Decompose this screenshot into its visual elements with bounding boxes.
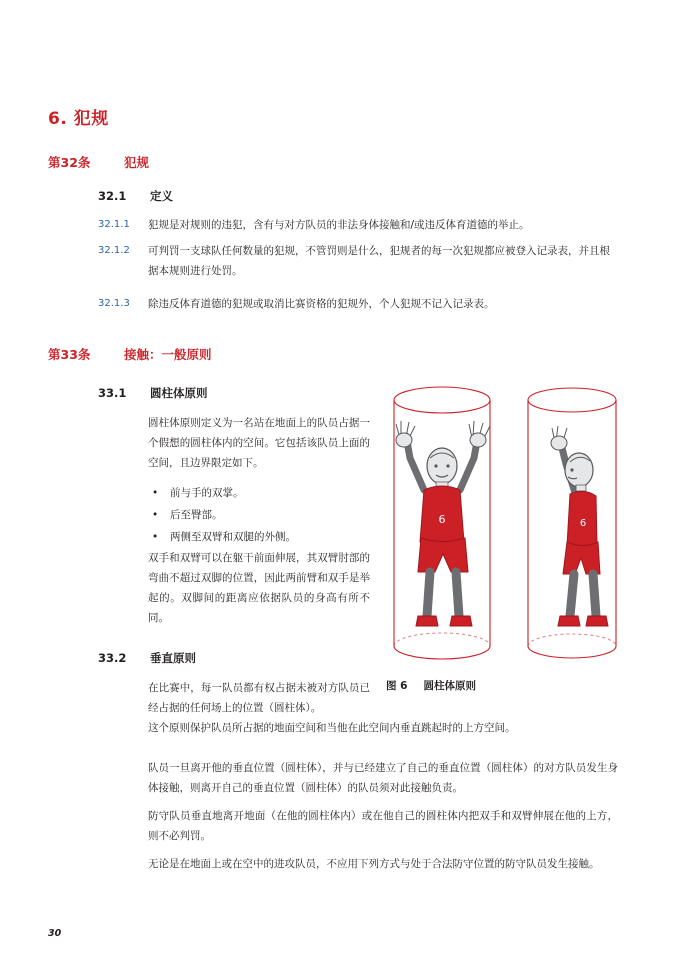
clause-number: 32.1.3 <box>98 298 130 309</box>
bullet-list-cylinder-bounds <box>148 482 370 548</box>
section-number: 33.2 <box>98 651 127 665</box>
clause-number: 32.1.1 <box>98 219 130 230</box>
clause-32-1-3 <box>98 294 618 314</box>
section-title: 定义 <box>150 189 173 203</box>
article-title: 犯规 <box>124 155 150 170</box>
paragraph-33-2-a: 在比赛中，每一队员都有权占据未被对方队员已经占据的任何场上的位置（圆柱体）。 <box>148 682 370 714</box>
section-title: 圆柱体原则 <box>150 386 208 400</box>
article-number: 第33条 <box>48 347 91 362</box>
clause-32-1-1 <box>98 215 618 235</box>
section-heading-33-1 <box>98 385 208 401</box>
section-heading-32-1 <box>98 188 173 204</box>
svg-text:6: 6 <box>579 518 587 529</box>
article-title: 接触：一般原则 <box>124 347 212 362</box>
paragraph-33-2-e: 无论是在地面上或在空中的进攻队员，不应用下列方式与处于合法防守位置的防守队员发生接触。 <box>148 858 600 870</box>
article-heading-33 <box>48 345 212 363</box>
section-title: 垂直原则 <box>150 651 196 665</box>
figure-caption-text: 圆柱体原则 <box>423 680 476 692</box>
figure-cylinder-principle <box>380 378 630 678</box>
svg-text:6: 6 <box>438 513 446 526</box>
paragraph-33-2-c: 队员一旦离开他的垂直位置（圆柱体），并与已经建立了自己的垂直位置（圆柱体）的对方队员发生身体接触，则离开自己的垂直位置（圆柱体）的队员须对此接触负责。 <box>148 762 618 794</box>
section-number: 33.1 <box>98 386 127 400</box>
clause-text: 可判罚一支球队任何数量的犯规，不管罚则是什么，犯规者的每一次犯规都应被登入记录表，并且根据本规则进行处罚。 <box>148 245 610 277</box>
list-item: • 两侧至双臂和双腿的外侧。 <box>148 526 370 548</box>
page-number: 30 <box>48 928 62 939</box>
list-item: • 后至臀部。 <box>148 504 370 526</box>
clause-32-1-2 <box>98 241 618 281</box>
section-heading-33-2 <box>98 650 196 666</box>
figure-caption <box>386 678 476 693</box>
player-front-figure <box>396 421 490 626</box>
article-heading-32 <box>48 153 149 171</box>
chapter-title: 6. 犯规 <box>48 109 109 129</box>
section-number: 32.1 <box>98 189 127 203</box>
clause-text: 犯规是对规则的违犯，含有与对方队员的非法身体接触和/或违反体育道德的举止。 <box>148 219 530 231</box>
paragraph-33-2-b: 这个原则保护队员所占据的地面空间和当他在此空间内垂直跳起时的上方空间。 <box>148 722 516 734</box>
paragraph-33-1-a: 圆柱体原则定义为一名站在地面上的队员占据一个假想的圆柱体内的空间。它包括该队员上面的空间，且边界限定如下。 <box>148 417 370 469</box>
article-number: 第32条 <box>48 155 91 170</box>
clause-number: 32.1.2 <box>98 245 130 256</box>
clause-text: 除违反体育道德的犯规或取消比赛资格的犯规外，个人犯规不记入记录表。 <box>148 298 495 310</box>
list-item: • 前与手的双掌。 <box>148 482 370 504</box>
player-side-figure <box>551 426 608 626</box>
paragraph-33-1-b: 双手和双臂可以在躯干前面伸展，其双臂肘部的弯曲不超过双脚的位置，因此两前臂和双手是举起的。双脚间的距离应依据队员的身高有所不同。 <box>148 552 370 624</box>
paragraph-33-2-d: 防守队员垂直地离开地面（在他的圆柱体内）或在他自己的圆柱体内把双手和双臂伸展在他的上方，则不必判罚。 <box>148 810 618 842</box>
figure-label: 图 6 <box>386 680 408 692</box>
